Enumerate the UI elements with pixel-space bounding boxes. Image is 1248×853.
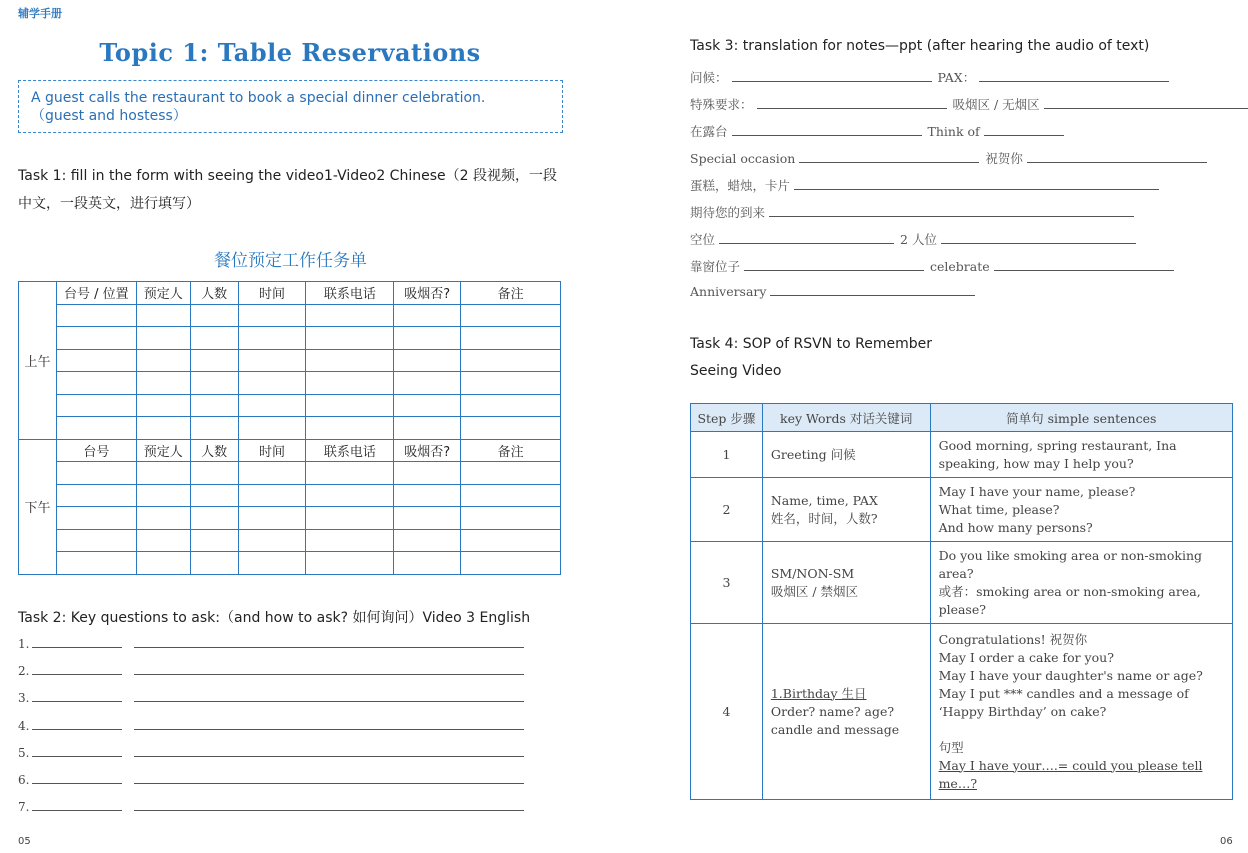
note-blank[interactable]	[770, 285, 975, 296]
form-input-cell[interactable]	[136, 484, 190, 507]
note-term: 期待您的到来	[690, 205, 766, 220]
question-number: 3.	[18, 691, 30, 706]
question-number: 6.	[18, 773, 30, 787]
question-number: 7.	[18, 800, 30, 815]
question-line	[18, 800, 524, 814]
sop-keyword-line: candle and message	[770, 721, 900, 737]
form-input-cell[interactable]	[238, 507, 306, 530]
form-row	[19, 304, 561, 327]
task2-heading: Task 2: Key questions to ask:（and how to ask? 如何询问）Video 3 English	[18, 610, 531, 626]
sop-sentence-line: And how many persons?	[938, 519, 1093, 535]
form-input-cell[interactable]	[238, 552, 306, 575]
note-line	[690, 68, 1169, 86]
sop-keyword-line: SM/NON-SM	[770, 565, 855, 581]
form-input-cell[interactable]	[394, 394, 461, 417]
sop-table	[690, 403, 1233, 800]
note-line	[690, 203, 1134, 221]
form-input-cell[interactable]	[306, 327, 394, 350]
form-input-cell[interactable]	[394, 372, 461, 395]
form-input-cell[interactable]	[238, 304, 306, 327]
form-header-cell: 联系电话	[306, 439, 394, 462]
answer-blank-short[interactable]	[32, 638, 122, 648]
note-term: Anniversary	[690, 284, 767, 299]
sop-sentence-line: What time, please?	[938, 501, 1060, 517]
form-input-cell[interactable]	[461, 552, 561, 575]
form-input-cell[interactable]	[461, 529, 561, 552]
sop-sentences	[930, 624, 1232, 800]
form-input-cell[interactable]	[56, 484, 136, 507]
form-title: 餐位预定工作任务单	[214, 251, 367, 271]
answer-blank-long[interactable]	[134, 801, 524, 811]
sop-sentence-line: May I have your….= could you please tell me…?	[938, 757, 1203, 791]
form-input-cell[interactable]	[394, 462, 461, 485]
form-input-cell[interactable]	[394, 484, 461, 507]
sop-step: 1	[691, 432, 763, 478]
note-blank[interactable]	[757, 98, 947, 109]
note-line	[690, 230, 1136, 248]
form-input-cell[interactable]	[190, 462, 238, 485]
note-blank[interactable]	[979, 71, 1169, 82]
task3-heading: Task 3: translation for notes—ppt (after hearing the audio of text)	[690, 38, 1150, 54]
form-input-cell[interactable]	[190, 484, 238, 507]
note-term: 特殊要求：	[690, 97, 753, 112]
sop-sentences	[930, 432, 1232, 478]
form-input-cell[interactable]	[136, 327, 190, 350]
form-row	[19, 529, 561, 552]
note-term: 祝贺你	[985, 151, 1023, 166]
note-blank[interactable]	[1027, 152, 1207, 163]
sop-keywords	[762, 542, 930, 624]
form-input-cell[interactable]	[238, 372, 306, 395]
reservation-form-table	[18, 281, 561, 575]
sop-keywords	[762, 432, 930, 478]
question-line	[18, 773, 524, 787]
form-input-cell[interactable]	[306, 552, 394, 575]
form-row	[19, 349, 561, 372]
form-input-cell[interactable]	[461, 372, 561, 395]
form-input-cell[interactable]	[306, 462, 394, 485]
form-input-cell[interactable]	[394, 327, 461, 350]
note-line	[690, 284, 975, 299]
task1-heading: Task 1: fill in the form with seeing the video1-Video2 Chinese（2 段视频，一段中文，一段英文，进行填写）	[18, 168, 557, 212]
form-input-cell[interactable]	[190, 417, 238, 440]
question-line	[18, 664, 524, 678]
sop-sentence-line: May I put *** candles and a message of ‘Happy Birthday’ on cake?	[938, 685, 1189, 719]
form-input-cell[interactable]	[394, 529, 461, 552]
form-input-cell[interactable]	[306, 349, 394, 372]
page-number-right: 06	[1220, 836, 1233, 847]
form-input-cell[interactable]	[56, 394, 136, 417]
form-input-cell[interactable]	[56, 552, 136, 575]
note-term: 靠窗位子	[690, 259, 741, 274]
scenario-line-1: A guest calls the restaurant to book a special dinner celebration.	[31, 90, 486, 106]
form-input-cell[interactable]	[394, 417, 461, 440]
answer-blank-long[interactable]	[134, 774, 524, 784]
note-term: Special occasion	[690, 151, 796, 166]
answer-blank-short[interactable]	[32, 801, 122, 811]
sop-row	[691, 542, 1233, 624]
form-input-cell[interactable]	[56, 507, 136, 530]
form-input-cell[interactable]	[190, 552, 238, 575]
sop-keywords	[762, 478, 930, 542]
sop-sentence-line: Congratulations! 祝贺你	[938, 631, 1088, 647]
form-input-cell[interactable]	[306, 372, 394, 395]
note-term: 问候：	[690, 70, 728, 85]
form-input-cell[interactable]	[56, 304, 136, 327]
form-input-cell[interactable]	[306, 394, 394, 417]
form-input-cell[interactable]	[56, 417, 136, 440]
note-term: 吸烟区 / 无烟区	[952, 97, 1040, 112]
form-input-cell[interactable]	[56, 462, 136, 485]
form-input-cell[interactable]	[136, 349, 190, 372]
form-input-cell[interactable]	[306, 507, 394, 530]
note-term: 蛋糕，蜡烛，卡片	[690, 178, 791, 193]
answer-blank-long[interactable]	[134, 665, 524, 675]
form-input-cell[interactable]	[306, 417, 394, 440]
sop-sentence-line: Good morning, spring restaurant, Ina speaking, how may I help you?	[938, 437, 1177, 471]
note-blank[interactable]	[941, 233, 1136, 244]
form-row	[19, 327, 561, 350]
form-row	[19, 372, 561, 395]
sop-step: 2	[691, 478, 763, 542]
form-input-cell[interactable]	[461, 327, 561, 350]
form-input-cell[interactable]	[394, 507, 461, 530]
sop-keyword-line: Name, time, PAX	[770, 492, 878, 508]
form-input-cell[interactable]	[56, 529, 136, 552]
form-input-cell[interactable]	[461, 462, 561, 485]
sop-sentences	[930, 542, 1232, 624]
answer-blank-short[interactable]	[32, 665, 122, 675]
header-label: 辅学手册	[18, 7, 62, 20]
form-input-cell[interactable]	[461, 394, 561, 417]
form-input-cell[interactable]	[136, 304, 190, 327]
question-number: 5.	[18, 745, 30, 760]
sop-sentence-line: 或者：smoking area or non-smoking area, please?	[938, 583, 1201, 617]
answer-blank-short[interactable]	[32, 747, 122, 757]
note-blank[interactable]	[732, 125, 922, 136]
form-input-cell[interactable]	[56, 372, 136, 395]
question-line	[18, 691, 524, 705]
form-header-cell: 预定人	[136, 282, 190, 305]
sop-keyword-line: Order? name? age?	[770, 703, 895, 719]
form-input-cell[interactable]	[136, 462, 190, 485]
answer-blank-short[interactable]	[32, 774, 122, 784]
sop-sentence-line: May I order a cake for you?	[938, 649, 1114, 665]
sop-keyword-line: 1.Birthday 生日	[770, 685, 867, 701]
note-line	[690, 176, 1159, 194]
note-term: celebrate	[930, 259, 990, 274]
sop-row	[691, 432, 1233, 478]
note-term: 在露台	[690, 124, 728, 139]
task4-subheading: Seeing Video	[690, 363, 782, 379]
form-input-cell[interactable]	[238, 462, 306, 485]
note-term: 2 人位	[900, 232, 937, 247]
sop-sentences	[930, 478, 1232, 542]
sop-row	[691, 478, 1233, 542]
answer-blank-short[interactable]	[32, 692, 122, 702]
form-input-cell[interactable]	[238, 484, 306, 507]
form-row	[19, 394, 561, 417]
form-input-cell[interactable]	[190, 349, 238, 372]
sop-keywords	[762, 624, 930, 800]
form-input-cell[interactable]	[56, 327, 136, 350]
scenario-box	[18, 80, 563, 133]
note-line	[690, 122, 1064, 140]
sop-sentence-line: May I have your daughter's name or age?	[938, 667, 1203, 683]
note-blank[interactable]	[744, 260, 924, 271]
form-header-cell: 台号 / 位置	[56, 282, 136, 305]
question-number: 4.	[18, 718, 30, 733]
note-blank[interactable]	[1044, 98, 1248, 109]
form-input-cell[interactable]	[394, 349, 461, 372]
question-line	[18, 637, 524, 651]
form-input-cell[interactable]	[238, 394, 306, 417]
form-input-cell[interactable]	[461, 304, 561, 327]
note-blank[interactable]	[732, 71, 932, 82]
form-input-cell[interactable]	[56, 349, 136, 372]
form-header-cell: 时间	[238, 439, 306, 462]
form-input-cell[interactable]	[190, 304, 238, 327]
form-input-cell[interactable]	[190, 327, 238, 350]
form-input-cell[interactable]	[238, 529, 306, 552]
task4-heading: Task 4: SOP of RSVN to Remember	[690, 336, 932, 352]
note-blank[interactable]	[769, 206, 1134, 217]
form-header-cell: 备注	[461, 282, 561, 305]
question-line	[18, 746, 524, 760]
note-line	[690, 95, 1248, 113]
form-input-cell[interactable]	[136, 529, 190, 552]
form-header-cell: 联系电话	[306, 282, 394, 305]
form-row	[19, 484, 561, 507]
note-blank[interactable]	[984, 125, 1064, 136]
note-term: Think of	[927, 124, 980, 139]
form-input-cell[interactable]	[136, 394, 190, 417]
form-header-cell: 人数	[190, 282, 238, 305]
period-label-morning: 上午	[19, 282, 57, 440]
form-input-cell[interactable]	[190, 394, 238, 417]
scenario-line-2: （guest and hostess）	[31, 108, 187, 124]
answer-blank-short[interactable]	[32, 720, 122, 730]
sop-step: 3	[691, 542, 763, 624]
answer-blank-long[interactable]	[134, 720, 524, 730]
form-input-cell[interactable]	[136, 372, 190, 395]
page-title: Topic 1: Table Reservations	[99, 38, 481, 67]
answer-blank-long[interactable]	[134, 638, 524, 648]
form-header-cell: 吸烟否?	[394, 439, 461, 462]
form-row	[19, 552, 561, 575]
sop-row	[691, 624, 1233, 800]
form-row	[19, 507, 561, 530]
note-term: PAX：	[937, 70, 976, 85]
sop-step: 4	[691, 624, 763, 800]
form-input-cell[interactable]	[136, 552, 190, 575]
note-blank[interactable]	[994, 260, 1174, 271]
form-input-cell[interactable]	[238, 417, 306, 440]
form-input-cell[interactable]	[190, 529, 238, 552]
form-input-cell[interactable]	[461, 484, 561, 507]
sop-keyword-line: Greeting 问候	[770, 446, 856, 462]
sop-sentence-line: May I have your name, please?	[938, 483, 1136, 499]
sop-sentence-line: Do you like smoking area or non-smoking area?	[938, 547, 1203, 581]
form-header-cell: 人数	[190, 439, 238, 462]
sop-keyword-line: 吸烟区 / 禁烟区	[770, 583, 859, 599]
form-input-cell[interactable]	[306, 484, 394, 507]
sop-sentence-line: 句型	[938, 739, 964, 755]
form-header-cell: 吸烟否?	[394, 282, 461, 305]
form-input-cell[interactable]	[394, 552, 461, 575]
answer-blank-long[interactable]	[134, 747, 524, 757]
form-header-cell: 时间	[238, 282, 306, 305]
form-row	[19, 462, 561, 485]
note-line	[690, 257, 1174, 275]
form-header-cell: 预定人	[136, 439, 190, 462]
form-input-cell[interactable]	[394, 304, 461, 327]
question-number: 1.	[18, 637, 30, 651]
form-input-cell[interactable]	[136, 417, 190, 440]
form-row	[19, 417, 561, 440]
form-row	[19, 439, 561, 462]
form-input-cell[interactable]	[238, 349, 306, 372]
form-row	[19, 282, 561, 305]
form-input-cell[interactable]	[461, 349, 561, 372]
sop-header-step: Step 步骤	[691, 404, 763, 432]
note-line	[690, 149, 1207, 167]
form-input-cell[interactable]	[136, 507, 190, 530]
question-line	[18, 719, 524, 733]
sop-keyword-line: 姓名，时间，人数?	[770, 510, 878, 526]
page-number-left: 05	[18, 836, 31, 847]
form-input-cell[interactable]	[190, 507, 238, 530]
form-input-cell[interactable]	[190, 372, 238, 395]
note-blank[interactable]	[719, 233, 894, 244]
note-blank[interactable]	[794, 179, 1159, 190]
answer-blank-long[interactable]	[134, 692, 524, 702]
sop-sentence-line	[939, 721, 1224, 739]
note-term: 空位	[690, 232, 716, 247]
period-label-afternoon: 下午	[19, 439, 57, 574]
note-blank[interactable]	[799, 152, 979, 163]
question-number: 2.	[18, 664, 30, 679]
form-input-cell[interactable]	[306, 529, 394, 552]
form-input-cell[interactable]	[461, 417, 561, 440]
form-input-cell[interactable]	[238, 327, 306, 350]
form-header-cell: 备注	[461, 439, 561, 462]
form-input-cell[interactable]	[461, 507, 561, 530]
sop-header-sentences: 简单句 simple sentences	[930, 404, 1232, 432]
form-input-cell[interactable]	[306, 304, 394, 327]
sop-header-keywords: key Words 对话关键词	[762, 404, 930, 432]
form-header-cell: 台号	[56, 439, 136, 462]
